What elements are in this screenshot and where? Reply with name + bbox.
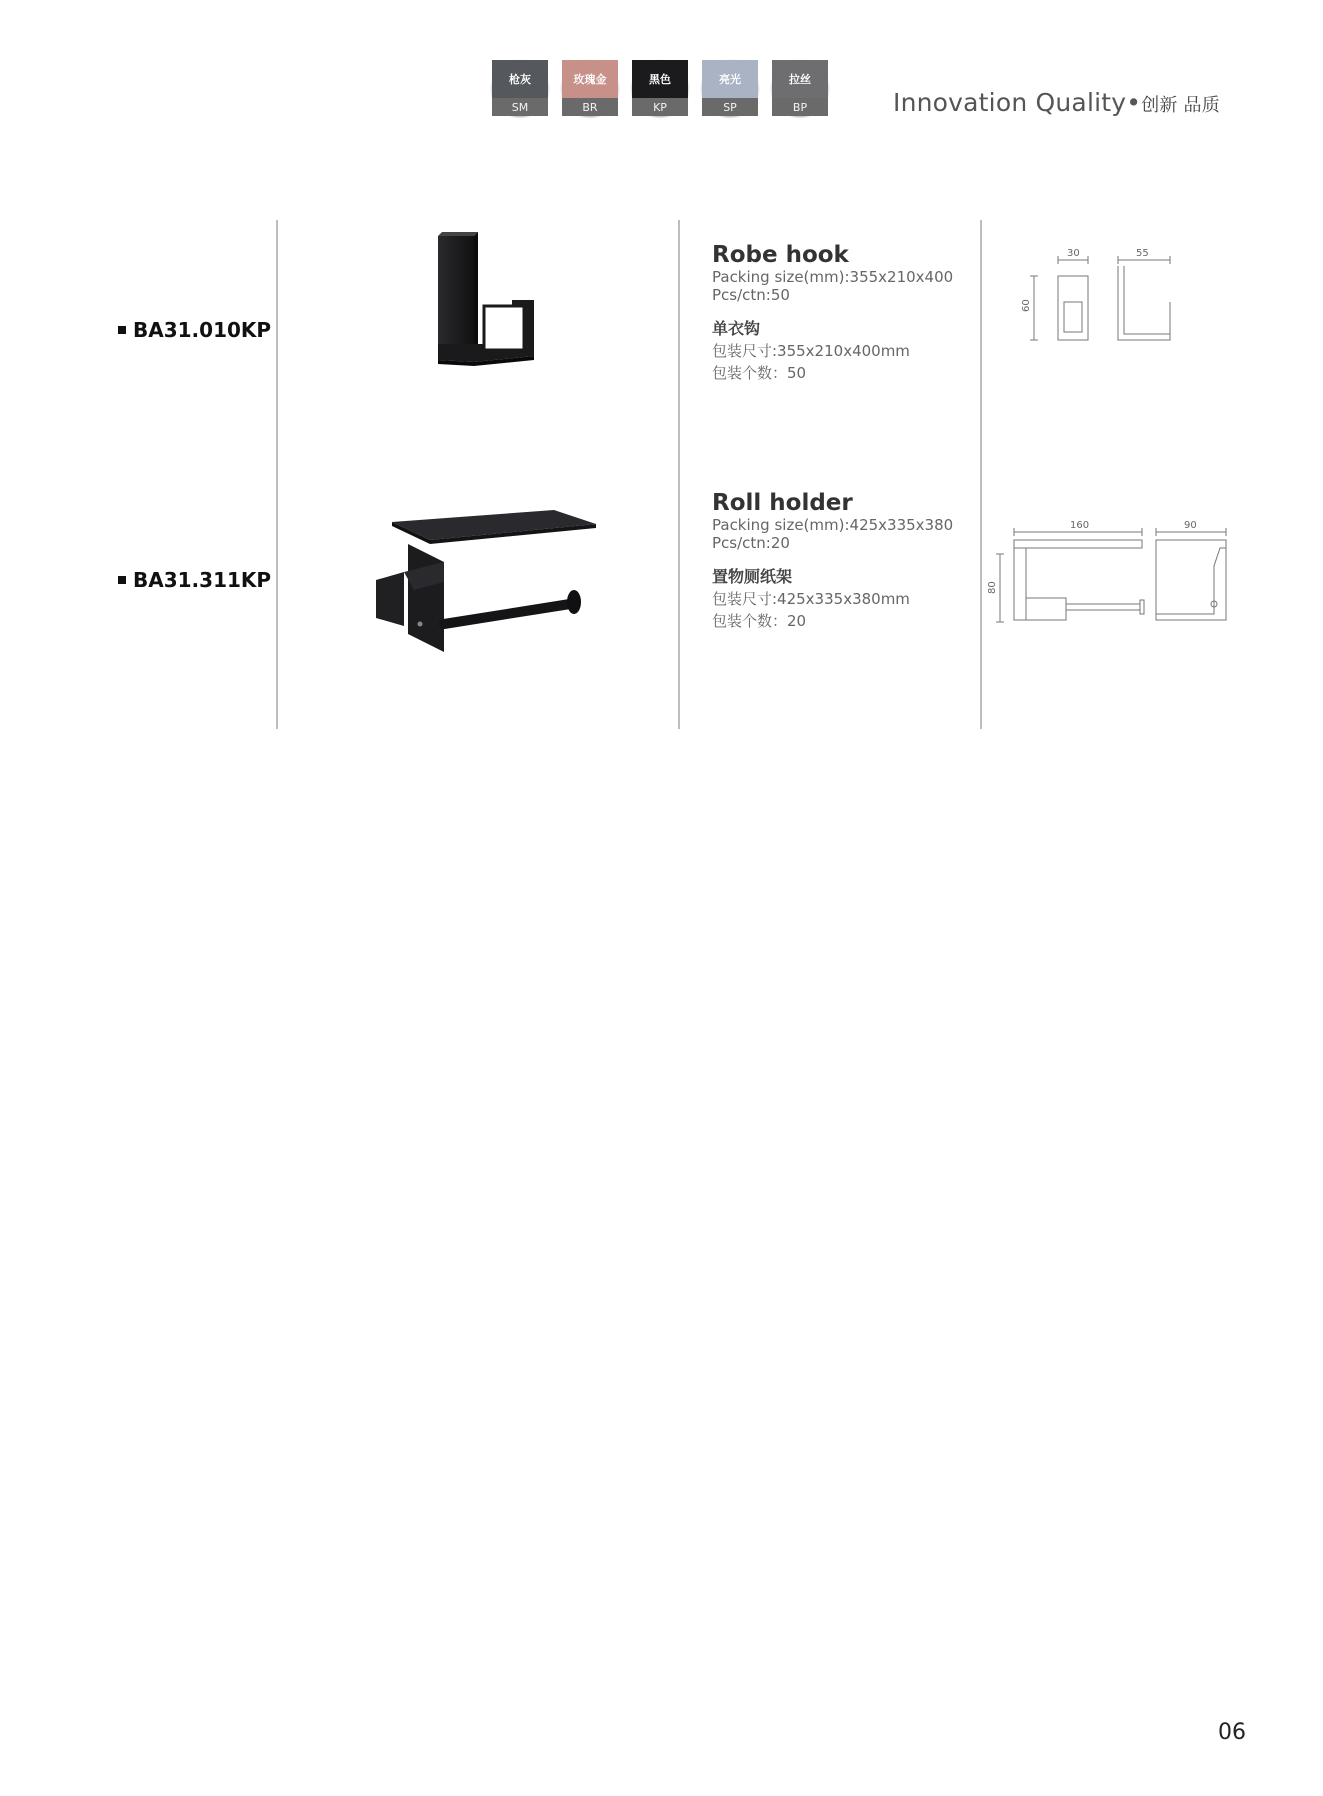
product-description <box>712 490 992 632</box>
pcs-per-carton-en: Pcs/ctn:50 <box>712 286 790 304</box>
packing-size-cn: 包装尺寸:355x210x400mm <box>712 342 910 360</box>
product-name-cn: 置物厕纸架 <box>712 567 793 586</box>
robe-hook-image <box>430 232 540 372</box>
bullet-square <box>118 576 126 584</box>
swatch-bp <box>772 60 828 116</box>
swatch-code: SP <box>702 98 758 116</box>
pcs-per-carton-cn: 包装个数：20 <box>712 612 807 630</box>
product-name-cn: 单衣钩 <box>712 319 761 338</box>
pcs-per-carton-cn: 包装个数：50 <box>712 364 807 382</box>
dim-width: 55 <box>1136 248 1149 259</box>
swatch-cn-label: 拉丝 <box>772 60 828 98</box>
swatch-sp <box>702 60 758 116</box>
packing-size-cn: 包装尺寸:425x335x380mm <box>712 590 910 608</box>
swatch-cn-label: 黑色 <box>632 60 688 98</box>
packing-size-en: Packing size(mm):425x335x380 <box>712 516 954 534</box>
pcs-per-carton-en: Pcs/ctn:20 <box>712 534 790 552</box>
dim-depth: 30 <box>1067 248 1080 259</box>
tagline-en: Innovation Quality <box>893 88 1127 117</box>
swatch-cn-label: 亮光 <box>702 60 758 98</box>
product-code: BA31.010KP <box>118 318 271 342</box>
swatch-sm <box>492 60 548 116</box>
product-name-en: Robe hook <box>712 242 849 268</box>
packing-size-en: Packing size(mm):355x210x400 <box>712 268 954 286</box>
swatch-code: BP <box>772 98 828 116</box>
dim-depth: 90 <box>1184 520 1197 531</box>
robe-hook-drawing <box>1020 246 1180 346</box>
swatch-code: SM <box>492 98 548 116</box>
product-code: BA31.311KP <box>118 568 271 592</box>
tagline-cn: 创新 品质 <box>1141 95 1220 116</box>
dim-height: 80 <box>987 581 998 594</box>
swatch-br <box>562 60 618 116</box>
swatch-cn-label: 玫瑰金 <box>562 60 618 98</box>
product-name-en: Roll holder <box>712 490 853 516</box>
page-number: 06 <box>1218 1720 1246 1745</box>
roll-holder-drawing <box>987 518 1230 628</box>
roll-holder-image <box>374 500 604 660</box>
swatch-cn-label: 枪灰 <box>492 60 548 98</box>
dim-height: 60 <box>1021 299 1032 312</box>
swatch-code: BR <box>562 98 618 116</box>
dim-length: 160 <box>1070 520 1090 531</box>
divider-1 <box>276 220 278 729</box>
tagline <box>893 88 1220 117</box>
swatch-code: KP <box>632 98 688 116</box>
tagline-dot: • <box>1126 88 1142 117</box>
swatch-kp <box>632 60 688 116</box>
divider-2 <box>678 220 680 729</box>
bullet-square <box>118 326 126 334</box>
product-description <box>712 242 992 384</box>
